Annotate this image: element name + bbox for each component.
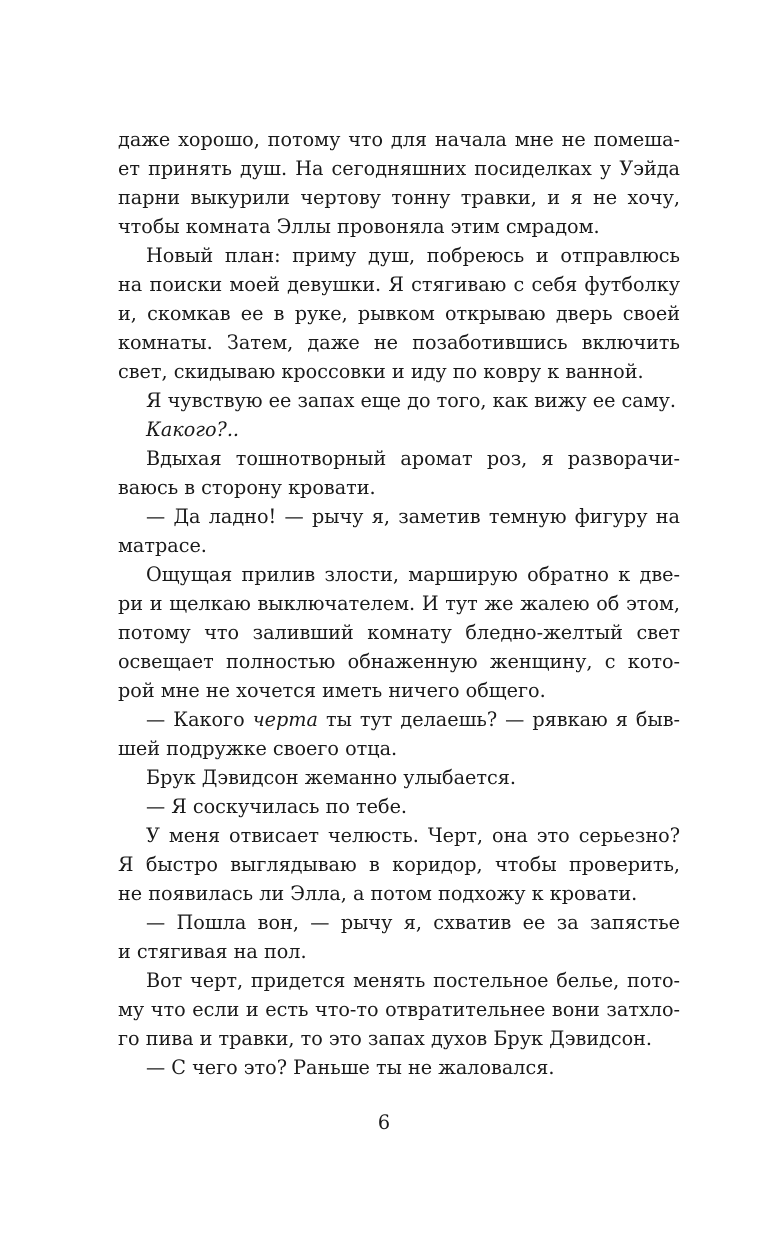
text-line: му что если и есть что-то отвратительнее вони затхло-	[118, 998, 680, 1021]
book-page-text	[118, 125, 680, 1082]
text-line: не появилась ли Элла, а потом подхожу к кровати.	[118, 882, 638, 905]
text-line: и стягивая на пол.	[118, 940, 307, 963]
text-line: Вдыхая тошнотворный аромат роз, я разворачи-	[146, 447, 680, 470]
text-line: чтобы комната Эллы провоняла этим смрадом.	[118, 215, 600, 238]
text-run-italic: черта	[252, 708, 318, 731]
text-line: рой мне не хочется иметь ничего общего.	[118, 679, 546, 702]
text-line: ри и щелкаю выключателем. И тут же жалею об этом,	[118, 592, 680, 615]
text-line: Я чувствую ее запах еще до того, как вижу ее саму.	[146, 389, 677, 412]
page-number: 6	[377, 1111, 391, 1134]
text-line: — Да ладно! — рычу я, заметив темную фигуру на	[146, 505, 680, 528]
text-line: освещает полностью обнаженную женщину, с кото-	[118, 650, 680, 673]
text-line: даже хорошо, потому что для начала мне не помеша-	[118, 128, 680, 151]
text-line: Новый план: приму душ, побреюсь и отправлюсь	[146, 244, 680, 267]
text-line: шей подружке своего отца.	[118, 737, 398, 760]
text-line: — Я соскучилась по тебе.	[146, 795, 408, 818]
text-line-italic: Какого?..	[146, 418, 240, 441]
text-line: на поиски моей девушки. Я стягиваю с себя футболку	[118, 273, 680, 296]
text-line: го пива и травки, то это запах духов Брук Дэвидсон.	[118, 1027, 653, 1050]
text-line: комнаты. Затем, даже не позаботившись включить	[118, 331, 680, 354]
text-line: — Пошла вон, — рычу я, схватив ее за запястье	[146, 911, 680, 934]
text-line: Вот черт, придется менять постельное белье, пото-	[146, 969, 680, 992]
text-line-mixed	[118, 705, 680, 734]
text-line: матрасе.	[118, 534, 207, 557]
text-line: У меня отвисает челюсть. Черт, она это серьезно?	[146, 824, 680, 847]
text-line: ет принять душ. На сегодняшних посиделках у Уэйда	[118, 157, 680, 180]
text-run: — Какого	[146, 708, 253, 731]
text-line: — С чего это? Раньше ты не жаловался.	[146, 1056, 555, 1079]
text-run: ты тут делаешь? — рявкаю я быв-	[317, 708, 680, 731]
text-line: парни выкурили чертову тонну травки, и я не хочу,	[118, 186, 680, 209]
text-line: Брук Дэвидсон жеманно улыбается.	[146, 766, 516, 789]
text-line: свет, скидываю кроссовки и иду по ковру к ванной.	[118, 360, 644, 383]
text-line: потому что заливший комнату бледно-желтый свет	[118, 621, 680, 644]
text-line: ваюсь в сторону кровати.	[118, 476, 376, 499]
text-line: Я быстро выглядываю в коридор, чтобы проверить,	[118, 853, 680, 876]
text-line: Ощущая прилив злости, марширую обратно к две-	[146, 563, 680, 586]
text-line: и, скомкав ее в руке, рывком открываю дверь своей	[118, 302, 680, 325]
